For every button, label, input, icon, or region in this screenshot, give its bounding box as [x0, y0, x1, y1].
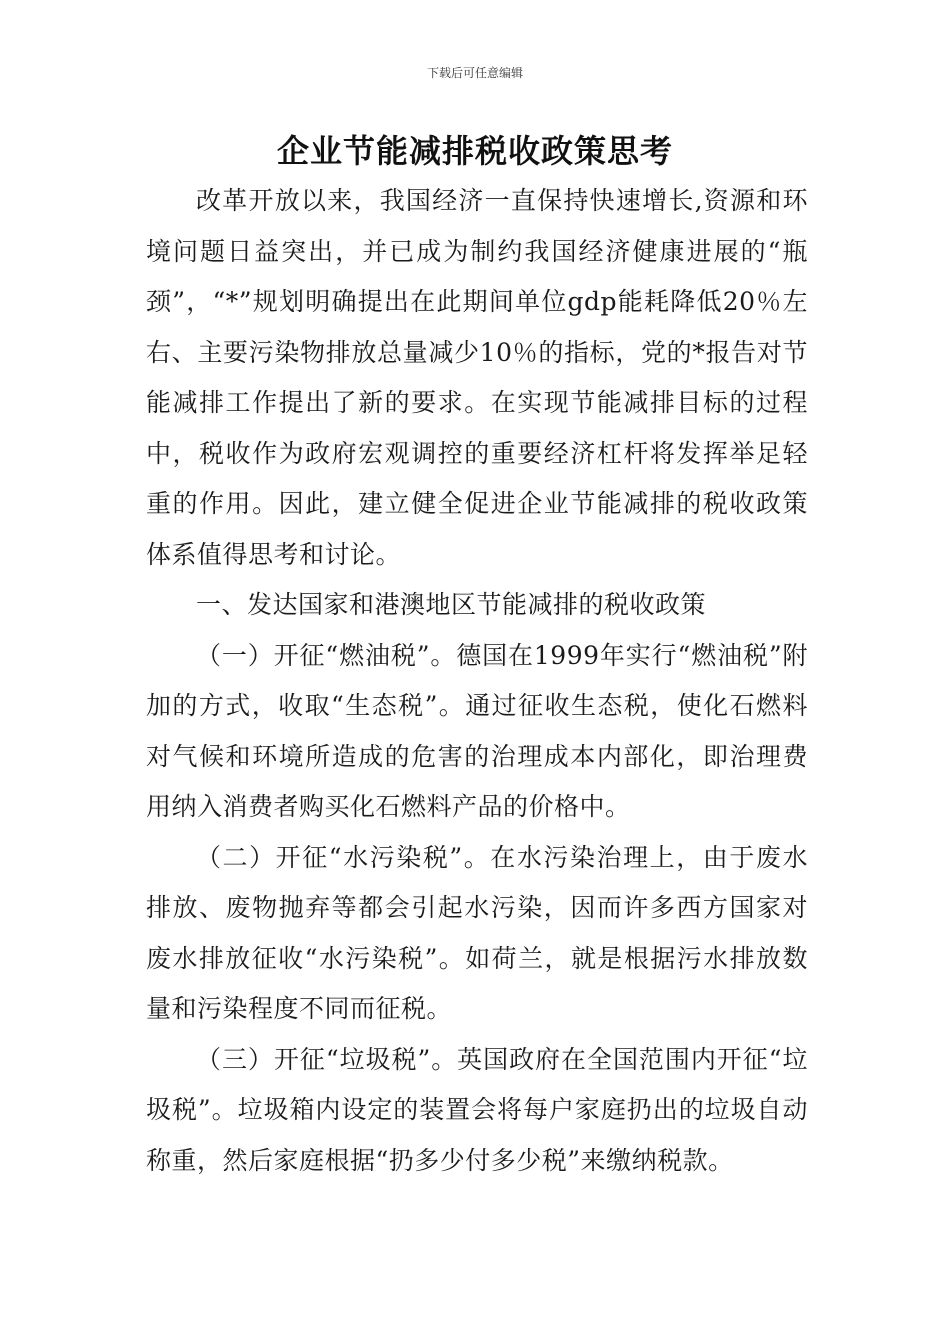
document-body	[146, 176, 808, 1186]
paragraph-intro: 改革开放以来，我国经济一直保持快速增长,资源和环境问题日益突出，并已成为制约我国经济健康进展的“瓶颈”，“*”规划明确提出在此期间单位gdp能耗降低20％左右、主要污染物排放总量减少10％的指标，党的*报告对节能减排工作提出了新的要求。在实现节能减排目标的过程中，税收作为政府宏观调控的重要经济杠杆将发挥举足轻重的作用。因此，建立健全促进企业节能减排的税收政策体系值得思考和讨论。	[146, 186, 808, 569]
section-heading-1: 一、发达国家和港澳地区节能减排的税收政策	[196, 590, 707, 619]
paragraph-garbage-tax: （三）开征“垃圾税”。英国政府在全国范围内开征“垃圾税”。垃圾箱内设定的装置会将每户家庭扔出的垃圾自动称重，然后家庭根据“扔多少付多少税”来缴纳税款。	[146, 1044, 808, 1175]
page-header-note: 下载后可任意编辑	[426, 66, 523, 80]
paragraph-fuel-tax: （一）开征“燃油税”。德国在1999年实行“燃油税”附加的方式，收取“生态税”。通过征收生态税，使化石燃料对气候和环境所造成的危害的治理成本内部化，即治理费用纳入消费者购买化石燃料产品的价格中。	[146, 640, 808, 821]
paragraph-water-tax: （二）开征“水污染税”。在水污染治理上，由于废水排放、废物抛弃等都会引起水污染，因而许多西方国家对废水排放征收“水污染税”。如荷兰，就是根据污水排放数量和污染程度不同而征税。	[146, 842, 808, 1023]
document-title: 企业节能减排税收政策思考	[276, 132, 673, 170]
